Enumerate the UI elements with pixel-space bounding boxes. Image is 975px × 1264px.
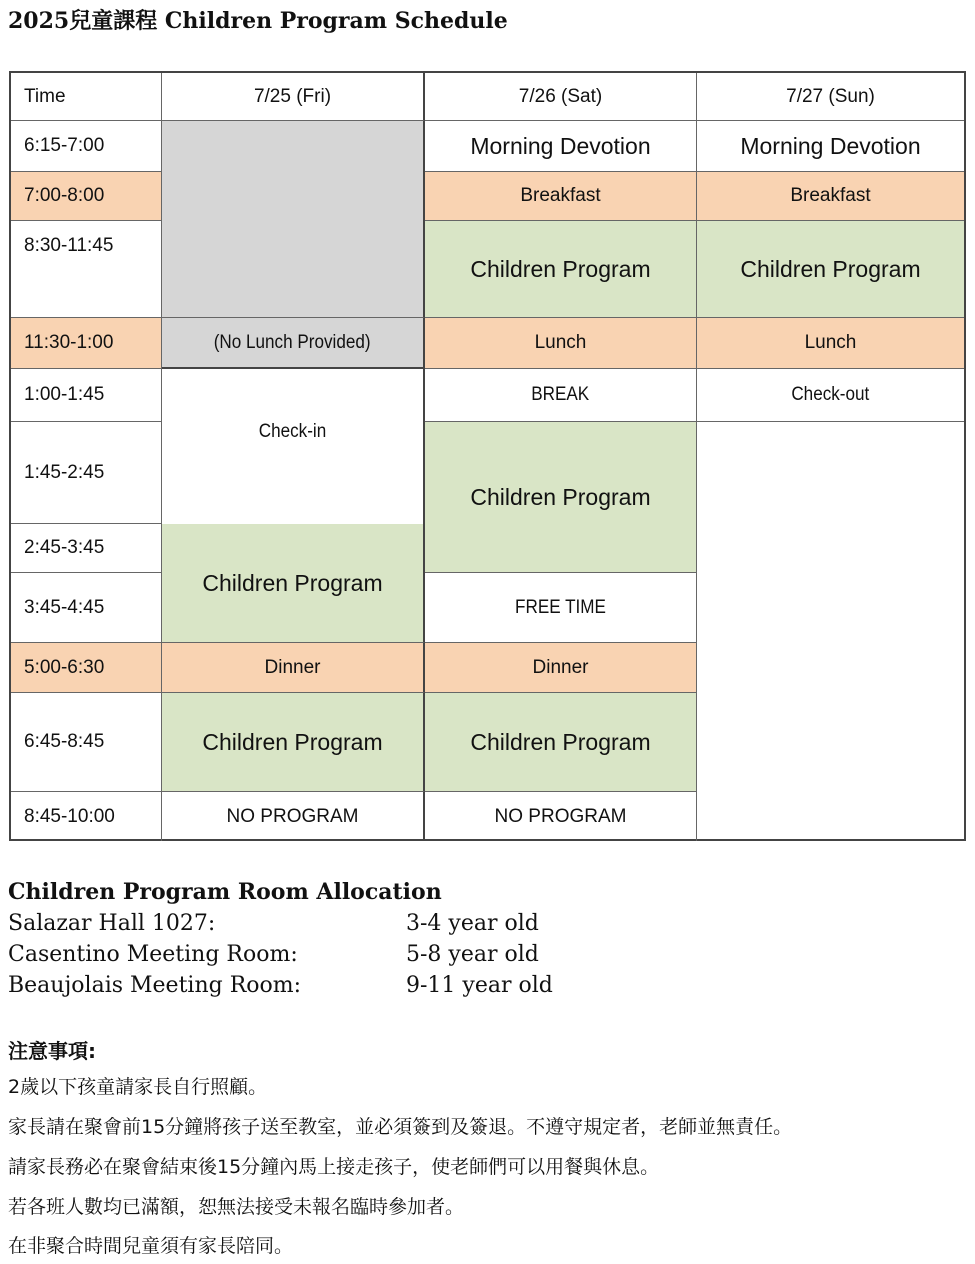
- fri-no-lunch: (No Lunch Provided): [162, 318, 425, 369]
- fri-children-program-evening: Children Program: [162, 693, 425, 792]
- fri-dinner: Dinner: [162, 643, 425, 693]
- fri-no-program: NO PROGRAM: [162, 792, 425, 841]
- sat-dinner: Dinner: [425, 643, 697, 693]
- sat-no-program: NO PROGRAM: [425, 792, 697, 841]
- sun-breakfast: Breakfast: [697, 172, 964, 221]
- note-item: 請家長務必在聚會結束後15分鐘內馬上接走孩子，使老師們可以用餐與休息。: [8, 1156, 660, 1178]
- time-slot: 6:15-7:00: [11, 121, 162, 172]
- schedule-table: [9, 71, 966, 841]
- sat-break: BREAK: [425, 369, 697, 422]
- room-allocation-row: [8, 908, 539, 939]
- header-day-fri: 7/25 (Fri): [162, 73, 425, 121]
- notes-title: 注意事項:: [8, 1039, 96, 1063]
- page-title: 2025兒童課程 Children Program Schedule: [8, 8, 508, 34]
- note-item: 在非聚合時間兒童須有家長陪同。: [8, 1235, 294, 1257]
- header-time: Time: [11, 73, 162, 121]
- note-item: 2歲以下孩童請家長自行照顧。: [8, 1076, 268, 1098]
- sat-free-time: FREE TIME: [425, 573, 697, 643]
- sun-empty-block: [697, 422, 964, 841]
- sun-lunch: Lunch: [697, 318, 964, 369]
- time-slot: 8:45-10:00: [11, 792, 162, 841]
- room-age-group: 9-11 year old: [406, 973, 553, 998]
- header-day-sun: 7/27 (Sun): [697, 73, 964, 121]
- fri-unavailable-block: [162, 121, 425, 318]
- sat-breakfast: Breakfast: [425, 172, 697, 221]
- room-allocation-title: Children Program Room Allocation: [8, 879, 442, 905]
- time-slot: 7:00-8:00: [11, 172, 162, 221]
- time-slot: 1:00-1:45: [11, 369, 162, 422]
- sat-children-program-afternoon: Children Program: [425, 422, 697, 573]
- time-slot: 8:30-11:45: [11, 221, 162, 318]
- fri-children-program-afternoon: Children Program: [162, 524, 425, 643]
- header-day-sat: 7/26 (Sat): [425, 73, 697, 121]
- room-age-group: 3-4 year old: [406, 911, 539, 936]
- time-slot: 11:30-1:00: [11, 318, 162, 369]
- room-name: Casentino Meeting Room:: [8, 942, 298, 967]
- time-slot: 5:00-6:30: [11, 643, 162, 693]
- room-allocation-row: [8, 970, 553, 1001]
- sun-morning-devotion: Morning Devotion: [697, 121, 964, 172]
- sat-lunch: Lunch: [425, 318, 697, 369]
- time-slot: 6:45-8:45: [11, 693, 162, 792]
- room-allocation-row: [8, 939, 539, 970]
- sat-morning-devotion: Morning Devotion: [425, 121, 697, 172]
- room-name: Beaujolais Meeting Room:: [8, 973, 302, 998]
- time-slot: 2:45-3:45: [11, 524, 162, 573]
- time-slot: 3:45-4:45: [11, 573, 162, 643]
- room-name: Salazar Hall 1027:: [8, 911, 216, 936]
- note-item: 若各班人數均已滿額，恕無法接受未報名臨時參加者。: [8, 1196, 465, 1218]
- sat-children-program-evening: Children Program: [425, 693, 697, 792]
- time-slot: 1:45-2:45: [11, 422, 162, 524]
- room-age-group: 5-8 year old: [406, 942, 539, 967]
- sun-children-program-morning: Children Program: [697, 221, 964, 318]
- sun-checkout: Check-out: [697, 369, 964, 422]
- sat-children-program-morning: Children Program: [425, 221, 697, 318]
- fri-checkin: Check-in: [162, 369, 425, 524]
- note-item: 家長請在聚會前15分鐘將孩子送至教室，並必須簽到及簽退。不遵守規定者，老師並無責任。: [8, 1116, 793, 1138]
